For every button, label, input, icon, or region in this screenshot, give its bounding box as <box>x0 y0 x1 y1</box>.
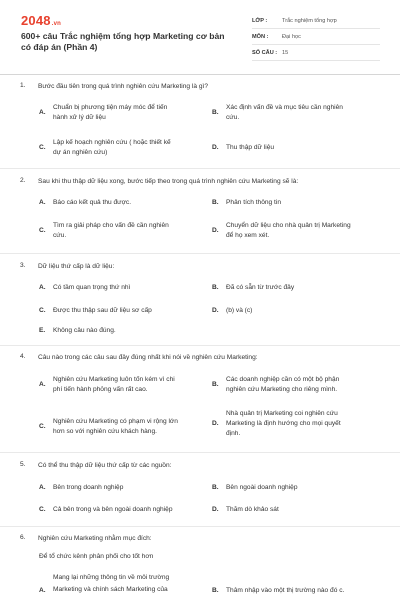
question-number: 5. <box>20 461 26 468</box>
meta-row-subject <box>252 29 380 45</box>
option-6-intro <box>39 552 239 562</box>
meta-row-count <box>252 45 380 61</box>
question-number: 1. <box>20 82 26 89</box>
option-2d[interactable] <box>212 221 382 241</box>
option-3d[interactable] <box>212 306 382 316</box>
option-2a[interactable] <box>39 198 209 208</box>
option-text: Có tầm quan trọng thứ nhì <box>53 284 131 291</box>
option-letter: D. <box>212 227 219 234</box>
option-letter: A. <box>39 109 46 116</box>
option-letter: B. <box>212 484 219 491</box>
option-3a[interactable] <box>39 283 209 293</box>
option-letter: A. <box>39 199 46 206</box>
question-number: 4. <box>20 353 26 360</box>
option-text: (b) và (c) <box>226 307 253 314</box>
option-letter: B. <box>212 587 219 594</box>
option-5c[interactable] <box>39 505 209 515</box>
option-letter: E. <box>39 327 46 334</box>
question-text: Dữ liệu thứ cấp là dữ liệu: <box>38 263 115 270</box>
option-1d[interactable] <box>212 143 382 153</box>
option-5a[interactable] <box>39 483 209 493</box>
question-text: Có thể thu thập dữ liệu thứ cấp từ các nguồn: <box>38 462 172 469</box>
meta-table <box>252 13 380 61</box>
option-3b[interactable] <box>212 283 382 293</box>
option-text: Phân tích thông tin <box>226 199 281 206</box>
option-text: Lập kế hoạch nghiên cứu ( hoặc thiết kế <box>53 139 171 146</box>
meta-value: Đại học <box>282 33 301 40</box>
option-text: Marketing là định hướng cho mọi quyết <box>226 420 341 427</box>
question-number: 3. <box>20 262 26 269</box>
question-divider <box>0 345 400 346</box>
option-text: Báo cáo kết quả thu được. <box>53 199 132 206</box>
option-letter: A. <box>39 284 46 291</box>
option-letter: D. <box>212 420 219 427</box>
option-4c[interactable] <box>39 417 209 437</box>
option-letter: B. <box>212 284 219 291</box>
option-letter: C. <box>39 227 46 234</box>
option-text: Bên trong doanh nghiệp <box>53 484 124 491</box>
option-letter: C. <box>39 506 46 513</box>
option-text: Nghiên cứu Marketing có phạm vi rộng lớn <box>53 418 178 425</box>
option-text: dự án nghiên cứu) <box>53 149 108 156</box>
meta-key: SỐ CÂU : <box>252 49 278 56</box>
header-divider <box>0 74 400 75</box>
option-text: Xác định vấn đề và mục tiêu cần nghiên <box>226 104 343 111</box>
option-letter: D. <box>212 307 219 314</box>
question-text: Nghiên cứu Marketing nhằm mục đích: <box>38 535 152 542</box>
option-4d[interactable] <box>212 409 382 439</box>
logo-text: 2048 <box>21 13 51 28</box>
option-letter: B. <box>212 109 219 116</box>
question-divider <box>0 168 400 169</box>
option-letter: B. <box>212 199 219 206</box>
option-4a[interactable] <box>39 375 209 395</box>
option-text: Để tổ chức kênh phân phối cho tốt hơn <box>39 553 154 560</box>
option-letter: C. <box>39 423 46 430</box>
option-text: Mang lại những thông tin về môi trường <box>53 574 170 581</box>
option-text: hành xử lý dữ liệu <box>53 114 106 121</box>
option-4b[interactable] <box>212 375 382 395</box>
option-6a[interactable] <box>39 573 209 593</box>
meta-key: MÔN : <box>252 33 269 40</box>
option-text: Các doanh nghiệp cần có một bộ phận <box>226 376 340 383</box>
option-1b[interactable] <box>212 103 382 123</box>
option-letter: A. <box>39 587 46 594</box>
option-2c[interactable] <box>39 221 209 241</box>
option-text: Cả bên trong và bên ngoài doanh nghiệp <box>53 506 173 513</box>
option-3e[interactable] <box>39 326 209 336</box>
option-text: hơn so với nghiên cứu khách hàng. <box>53 428 157 435</box>
option-text: Chuẩn bị phương tiện máy móc để tiến <box>53 104 168 111</box>
option-text: Được thu thập sau dữ liệu sơ cấp <box>53 307 152 314</box>
question-divider <box>0 253 400 254</box>
option-letter: A. <box>39 381 46 388</box>
document-title: 600+ câu Trắc nghiệm tổng hợp Marketing cơ bản có đáp án (Phần 4) <box>21 31 225 52</box>
question-number: 2. <box>20 177 26 184</box>
option-5d[interactable] <box>212 505 382 515</box>
option-letter: D. <box>212 144 219 151</box>
option-text: Nghiên cứu Marketing luôn tốn kém vì chi <box>53 376 175 383</box>
option-text: Không câu nào đúng. <box>53 327 116 334</box>
option-text: nghiên cứu Marketing cho riêng mình. <box>226 386 338 393</box>
question-text: Câu nào trong các câu sau đây đúng nhất khi nói về nghiên cứu Marketing: <box>38 354 258 361</box>
option-2b[interactable] <box>212 198 382 208</box>
meta-value: 15 <box>282 49 289 56</box>
option-text: để họ xem xét. <box>226 232 270 239</box>
option-letter: D. <box>212 506 219 513</box>
option-text: cứu. <box>53 232 67 239</box>
option-text: phí tiến hành phỏng vấn rất cao. <box>53 386 148 393</box>
question-divider <box>0 526 400 527</box>
meta-row-class <box>252 13 380 29</box>
option-text: Tìm ra giải pháp cho vấn đề cần nghiên <box>53 222 169 229</box>
option-letter: A. <box>39 484 46 491</box>
logo-suffix: .vn <box>51 21 62 27</box>
option-text: Nhà quản trị Marketing coi nghiên cứu <box>226 410 338 417</box>
meta-key: LỚP : <box>252 17 268 24</box>
option-letter: C. <box>39 144 46 151</box>
option-letter: B. <box>212 381 219 388</box>
option-letter: C. <box>39 307 46 314</box>
option-text: Marketing và chính sách Marketing của <box>53 586 168 593</box>
option-text: Thu thập dữ liệu <box>226 144 275 151</box>
question-number: 6. <box>20 534 26 541</box>
question-text: Sau khi thu thập dữ liệu xong, bước tiếp theo trong quá trình nghiên cứu Marketing sẽ là: <box>38 178 299 185</box>
option-text: Thâm nhập vào một thị trường nào đó c. <box>226 587 345 594</box>
option-text: Chuyển dữ liệu cho nhà quản trị Marketing <box>226 222 351 229</box>
option-6b[interactable] <box>212 586 382 596</box>
document-header <box>0 0 400 74</box>
option-1c[interactable] <box>39 138 209 158</box>
meta-value: Trắc nghiệm tổng hợp <box>282 17 337 24</box>
site-logo[interactable] <box>21 13 61 28</box>
option-3c[interactable] <box>39 306 209 316</box>
option-text: cứu. <box>226 114 240 121</box>
option-text: Đã có sẵn từ trước đây <box>226 284 295 291</box>
question-divider <box>0 452 400 453</box>
option-text: Bên ngoài doanh nghiệp <box>226 484 298 491</box>
option-text: Thăm dò khảo sát <box>226 506 279 513</box>
option-1a[interactable] <box>39 103 209 123</box>
question-text: Bước đầu tiên trong quá trình nghiên cứu Marketing là gì? <box>38 83 209 90</box>
option-5b[interactable] <box>212 483 382 493</box>
option-text: định. <box>226 430 241 437</box>
